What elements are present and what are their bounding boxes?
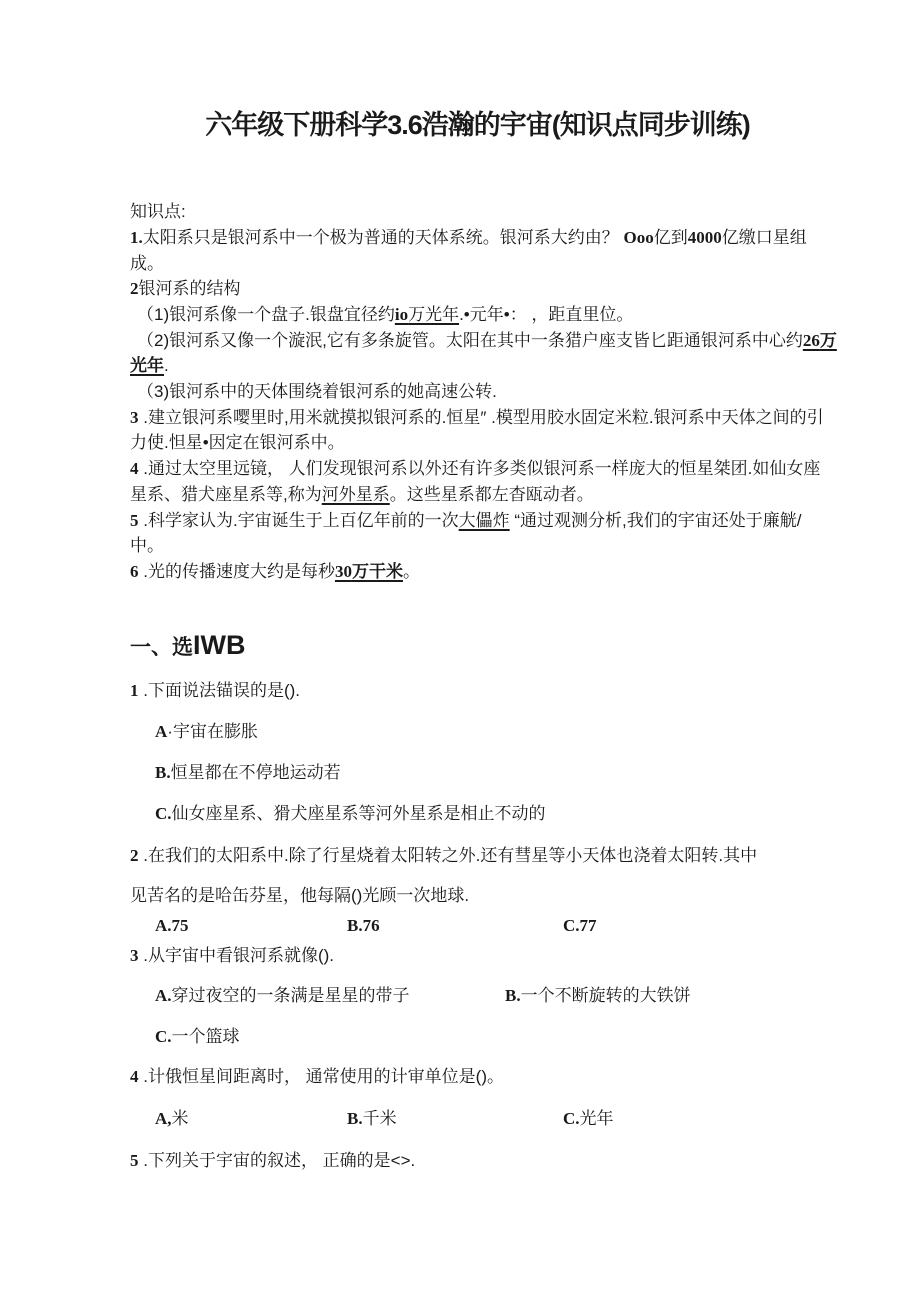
question-2-option-b: B.76	[347, 915, 380, 935]
question-4-stem: 4 .计俄恒星间距离时， 通常使用的计审单位是()。	[130, 1066, 504, 1086]
question-1-option-b: B.恒星都在不停地运动若	[155, 762, 341, 782]
knowledge-section-label: 知识点:	[130, 202, 186, 222]
knowledge-point-2-sub2: （2)银河系又像一个漩泯,它有多条旋管。太阳在其中一条猎户座支皆匕距通银河系中心约26万	[137, 330, 837, 350]
question-2-stem-cont: 见苦名的是哈缶芬星，他每隔()光顾一次地球.	[130, 885, 470, 905]
knowledge-point-2-sub3: （3)银河系中的天体围绕着银河系的她高速公转.	[137, 382, 497, 402]
knowledge-point-2-sub2-cont: 光年.	[130, 356, 169, 376]
knowledge-point-4-cont: 星系、猎犬座星系等,称为河外星系。这些星系都左杳瓯动者。	[130, 484, 594, 504]
question-4-options-row	[130, 1106, 825, 1132]
question-3-stem: 3 .从宇宙中看银河系就像().	[130, 945, 334, 965]
knowledge-points-section	[130, 199, 837, 585]
knowledge-point-3: 3 .建立银河系嘤里时,用米就摸拟银河系的.恒星″ .模型用胶水固定米粒.银河系中天体之间的引	[130, 407, 824, 427]
question-2-option-c: C.77	[563, 915, 597, 935]
document-content	[130, 0, 837, 1174]
knowledge-point-3-cont: 力使.怛星•因定在银河系中。	[130, 433, 345, 453]
question-1-option-c: C.仙女座星系、猾犬座星系等河外星系是相止不动的	[155, 803, 546, 823]
section-heading-multiple-choice: 一、选IWB	[130, 629, 246, 660]
question-4-option-a: A,米	[155, 1108, 189, 1128]
knowledge-point-4: 4 .通过太空里远镜， 人们发现银河系以外还有许多类似银河系一样庞大的恒星桀团.如仙女座	[130, 459, 821, 479]
knowledge-point-1: 1.太阳系只是银河系中一个极为普通的天体系统。银河系大约由？ Ooo亿到4000亿缴口星组	[130, 227, 807, 247]
question-4-option-b: B.千米	[347, 1108, 397, 1128]
questions-section	[130, 678, 825, 1174]
question-3-option-c: C.一个篮球	[155, 1026, 240, 1046]
page-title: 六年级下册科学3.6浩瀚的宇宙(知识点同步训练)	[205, 110, 750, 140]
question-2-stem: 2 .在我们的太阳系中.除了行星烧着太阳转之外.还有彗星等小天体也浇着太阳转.其中	[130, 845, 758, 865]
question-1-option-a: A·宇宙在膨胀	[155, 721, 258, 741]
question-5-stem: 5 .下列关于宇宙的叙述， 正确的是<>.	[130, 1150, 416, 1170]
question-1-stem: 1 .下面说法锚误的是().	[130, 680, 300, 700]
question-3-option-a: A.穿过夜空的一条满是星星的带子	[155, 985, 410, 1005]
knowledge-point-1-cont: 成。	[130, 253, 164, 273]
knowledge-point-2-sub1: （1)银河系像一个盘子.银盘宜径约io万光年.•元年•： ，距直里位。	[137, 304, 634, 324]
question-2-option-a: A.75	[155, 915, 189, 935]
question-2-options-row	[130, 913, 825, 939]
question-3-options-row	[130, 983, 825, 1009]
question-3-option-b: B.一个不断旋转的大铁饼	[505, 985, 691, 1005]
knowledge-point-2: 2银河系的结构	[130, 279, 241, 299]
knowledge-point-5: 5 .科学家认为.宇宙诞生于上百亿年前的一次大儡炸 “通过观测分析,我们的宇宙还处于廉觥/	[130, 510, 802, 530]
knowledge-point-5-cont: 中。	[130, 536, 164, 556]
question-4-option-c: C.光年	[563, 1108, 614, 1128]
knowledge-point-6: 6 .光的传播速度大约是每秒30万干米。	[130, 561, 420, 581]
